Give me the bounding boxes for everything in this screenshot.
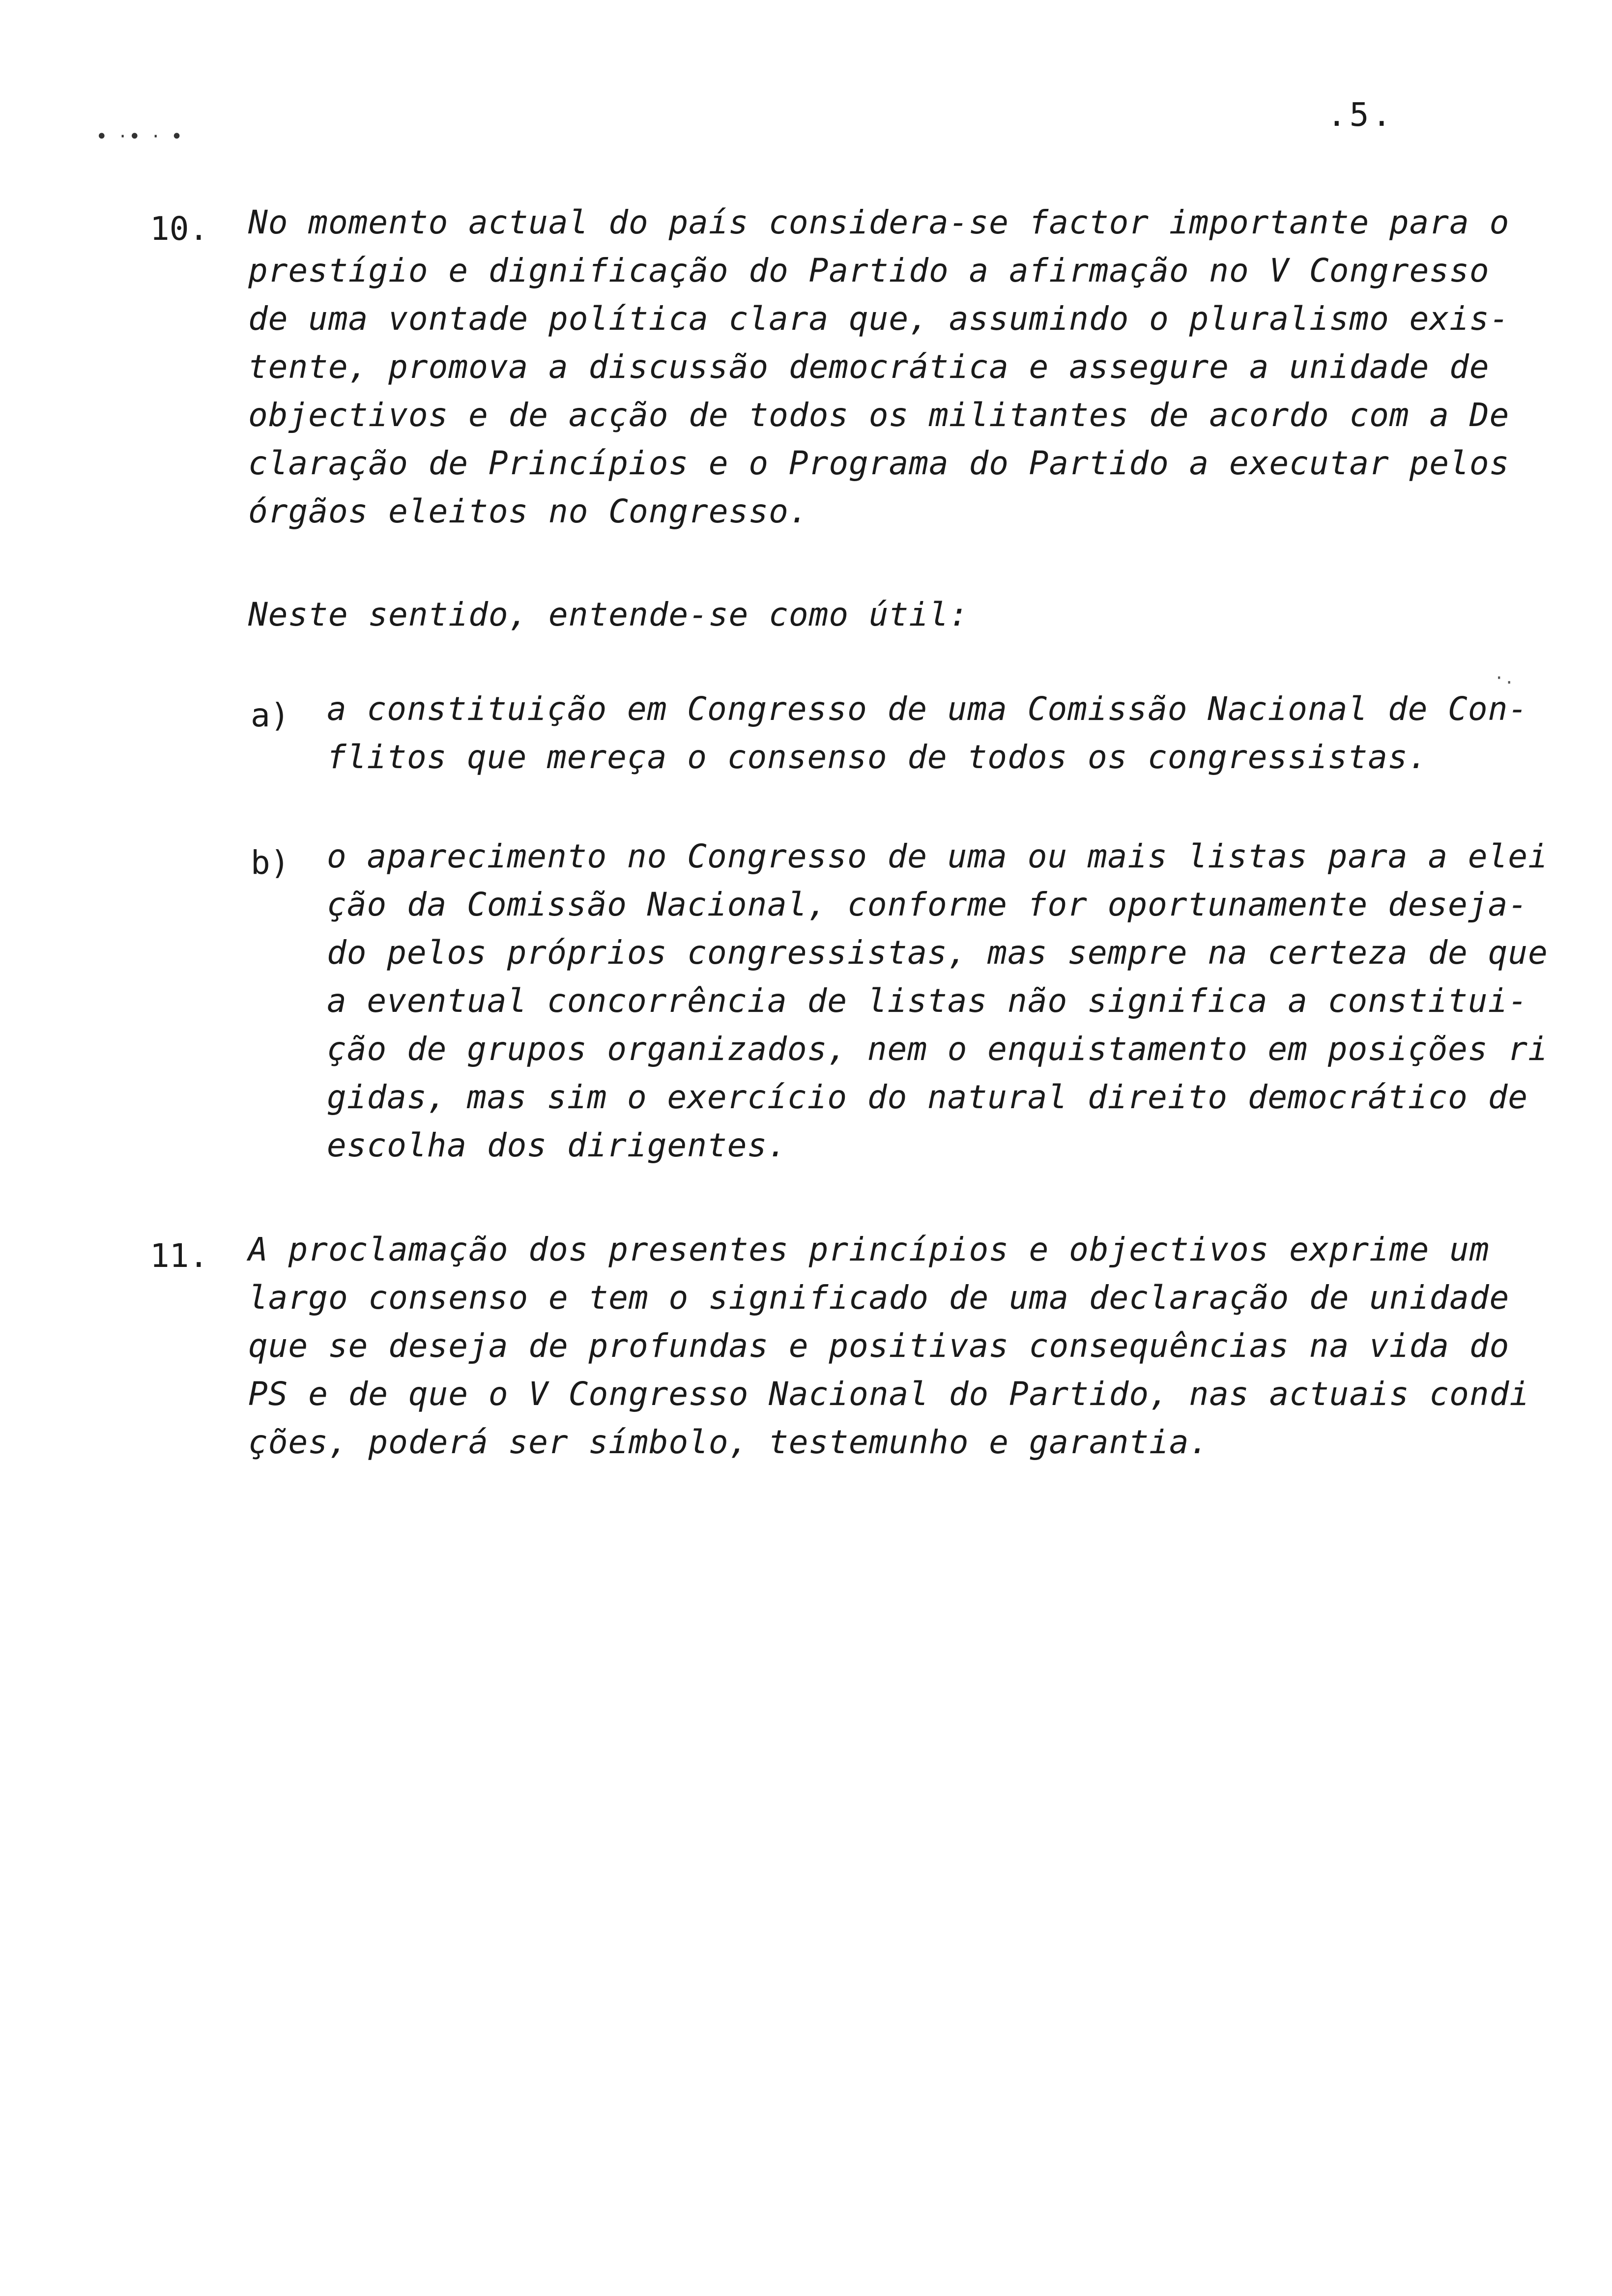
section-11-line: PS e de que o V Congresso Nacional do Partido, nas actuais condi: [248, 1375, 1530, 1413]
section-10-line: de uma vontade política clara que, assumindo o pluralismo exis-: [248, 300, 1510, 338]
section-10-intro: Neste sentido, entende-se como útil:: [248, 596, 969, 633]
item-a-label: a): [251, 696, 290, 734]
item-b-line: ção da Comissão Nacional, conforme for oportunamente deseja-: [327, 886, 1528, 923]
item-a-line: flitos que mereça o consenso de todos os congressistas.: [327, 738, 1428, 776]
section-11-line: que se deseja de profundas e positivas consequências na vida do: [248, 1327, 1510, 1365]
page-number: .5.: [1327, 96, 1395, 134]
section-11-number: 11.: [150, 1237, 209, 1275]
section-10-line: No momento actual do país considera-se factor importante para o: [248, 203, 1510, 241]
section-10-number: 10.: [150, 210, 209, 248]
item-a-line: a constituição em Congresso de uma Comissão Nacional de Con-: [327, 690, 1528, 728]
item-b-line: o aparecimento no Congresso de uma ou mais listas para a elei: [327, 837, 1548, 875]
item-b-line: ção de grupos organizados, nem o enquistamento em posições ri: [327, 1030, 1548, 1068]
stray-mark: ·.: [1494, 668, 1514, 688]
item-b-line: a eventual concorrência de listas não significa a constitui-: [327, 982, 1528, 1020]
section-10-line: prestígio e dignificação do Partido a afirmação no V Congresso: [248, 252, 1490, 289]
section-11-line: ções, poderá ser símbolo, testemunho e garantia.: [248, 1423, 1209, 1461]
corner-marks: • ·• · •: [96, 125, 186, 148]
section-11-line: A proclamação dos presentes princípios e objectivos exprime um: [248, 1231, 1490, 1268]
item-b-line: do pelos próprios congressistas, mas sempre na certeza de que: [327, 934, 1548, 972]
section-10-line: claração de Princípios e o Programa do Partido a executar pelos: [248, 444, 1510, 482]
section-10-line: tente, promova a discussão democrática e assegure a unidade de: [248, 348, 1490, 386]
item-b-line: escolha dos dirigentes.: [327, 1126, 787, 1164]
section-11-line: largo consenso e tem o significado de uma declaração de unidade: [248, 1279, 1510, 1317]
section-10-line: objectivos e de acção de todos os militantes de acordo com a De: [248, 396, 1510, 434]
section-10-line: órgãos eleitos no Congresso.: [248, 492, 809, 530]
item-b-label: b): [251, 844, 290, 882]
item-b-line: gidas, mas sim o exercício do natural direito democrático de: [327, 1078, 1528, 1116]
